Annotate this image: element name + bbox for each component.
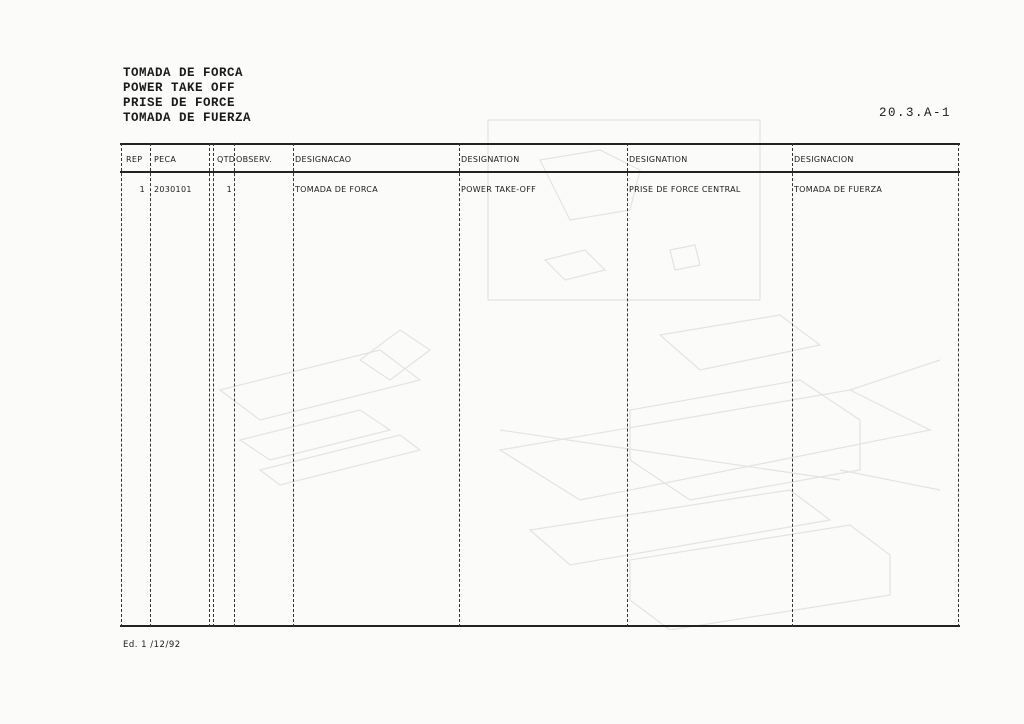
table-bottom-rule bbox=[120, 625, 960, 627]
header-bottom-rule bbox=[120, 171, 960, 173]
column-divider bbox=[150, 143, 151, 627]
document-titles bbox=[123, 66, 251, 126]
column-divider bbox=[293, 143, 294, 627]
header-observ: OBSERV. bbox=[236, 155, 272, 164]
header-rep: REP bbox=[126, 155, 143, 164]
cell-qtd: 1 bbox=[226, 185, 232, 194]
header-designacion: DESIGNACION bbox=[794, 155, 854, 164]
cell-peca: 2030101 bbox=[154, 185, 192, 194]
column-divider bbox=[213, 143, 214, 627]
parts-table bbox=[120, 143, 960, 627]
column-divider bbox=[121, 143, 122, 627]
header-qtd: QTD bbox=[217, 155, 236, 164]
edition-footer: Ed. 1 /12/92 bbox=[123, 640, 181, 650]
title-spanish: TOMADA DE FUERZA bbox=[123, 111, 252, 125]
column-divider bbox=[792, 143, 793, 627]
header-peca: PECA bbox=[154, 155, 177, 164]
page-reference: 20.3.A-1 bbox=[878, 106, 951, 120]
cell-designation-en: POWER TAKE-OFF bbox=[461, 185, 537, 194]
column-divider bbox=[627, 143, 628, 627]
header-designacao: DESIGNACAO bbox=[295, 155, 352, 164]
cell-rep: 1 bbox=[139, 185, 145, 194]
table-top-rule bbox=[120, 143, 960, 145]
column-divider bbox=[459, 143, 460, 627]
title-french: PRISE DE FORCE bbox=[123, 96, 236, 110]
cell-designacao: TOMADA DE FORCA bbox=[295, 185, 378, 194]
column-divider bbox=[209, 143, 210, 627]
title-english: POWER TAKE OFF bbox=[123, 81, 236, 95]
header-designation-en: DESIGNATION bbox=[461, 155, 520, 164]
cell-designation-fr: PRISE DE FORCE CENTRAL bbox=[629, 185, 741, 194]
title-portuguese: TOMADA DE FORCA bbox=[123, 66, 244, 80]
header-designation-fr: DESIGNATION bbox=[629, 155, 688, 164]
column-divider bbox=[234, 143, 235, 627]
cell-designacion: TOMADA DE FUERZA bbox=[794, 185, 883, 194]
column-divider bbox=[958, 143, 959, 627]
